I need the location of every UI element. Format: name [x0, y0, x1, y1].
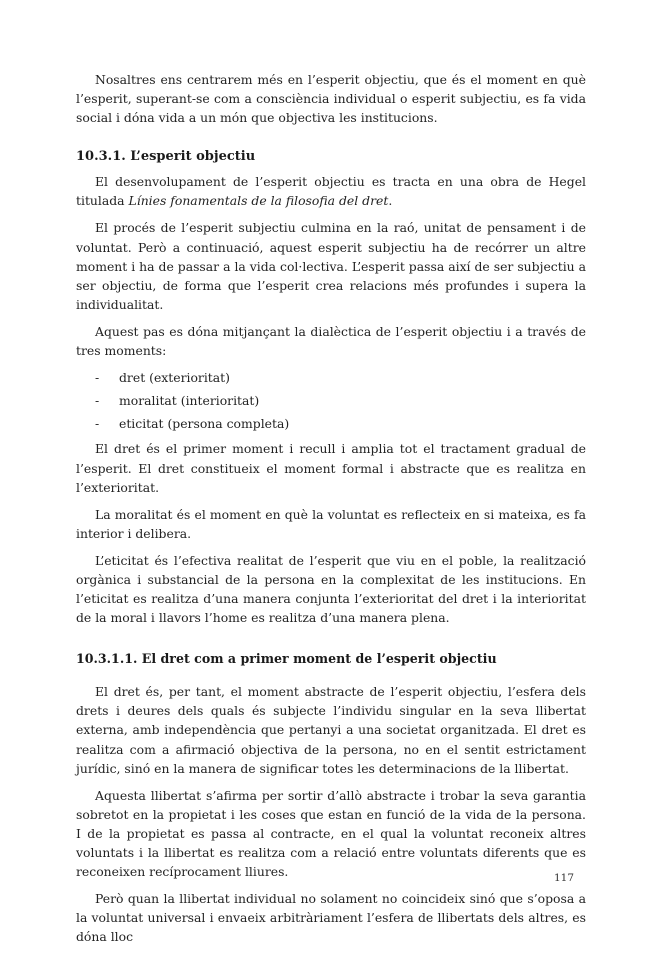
subsection-heading-dret: 10.3.1.1. El dret com a primer moment de l’esperit objectiu [76, 651, 497, 667]
paragraph-llibertat-individual: Però quan la llibertat individual no solament no coincideix sinó que s’oposa a la voluntat universal i envaeix arbitràriament l’esfera de llibertats dels altres, es dóna lloc [76, 891, 586, 945]
page-number: 117 [553, 872, 574, 884]
paragraph-intro: Nosaltres ens centrarem més en l’esperit objectiu, que és el moment en què l’esperit, superant-se com a consciència individual o esperit subjectiu, es fa vida social i dóna vida a un món que objectiva les institucions. [76, 72, 586, 126]
paragraph-proces: El procés de l’esperit subjectiu culmina en la raó, unitat de pensament i de voluntat. Però a continuació, aquest esperit subjectiu ha de recórrer un altre moment i ha de passar a la vida col·lectiva. L’esperit passa així de ser subjectiu a ser objectiu, de forma que l’esperit crea relacions més profundes i supera la individualitat. [76, 220, 586, 312]
list-item [76, 391, 586, 410]
moments-list [76, 368, 586, 433]
paragraph-eticitat: L’eticitat és l’efectiva realitat de l’esperit que viu en el poble, la realització orgànica i substancial de la persona en la complexitat de les institucions. En l’eticitat es realitza d’una manera conjunta l’exterioritat del dret i la interioritat de la moral i llavors l’home es realitza d’una manera plena. [76, 552, 586, 626]
paragraph-moralitat: La moralitat és el moment en què la voluntat es reflecteix en si mateixa, es fa interior i delibera. [76, 506, 586, 541]
list-item-text: eticitat (persona completa) [119, 416, 290, 432]
page-body [76, 70, 586, 954]
list-item [76, 368, 586, 387]
list-dash: - [95, 393, 100, 409]
paragraph-dret-abstracte: El dret és, per tant, el moment abstracte de l’esperit objectiu, l’esfera dels drets i deures dels quals és subjecte l’individu singular en la seva llibertat externa, amb independència que pertanyi a una societat organitzada. El dret es realitza com a afirmació objectiva de la persona, no en el sentit estrictament jurídic, sinó en la manera de significar totes les determinacions de la llibertat. [76, 684, 586, 776]
list-dash: - [95, 416, 100, 432]
paragraph-llibertat: Aquesta llibertat s’afirma per sortir d’allò abstracte i trobar la seva garantia sobretot en la propietat i les coses que estan en funció de la vida de la persona. I de la propietat es passa al contracte, en el qual la voluntat reconeix altres voluntats i la llibertat es realitza com a relació entre voluntats diferents que es reconeixen recíprocament lliures. [76, 787, 586, 880]
section-heading-esperit-objectiu: 10.3.1. L’esperit objectiu [76, 149, 256, 165]
list-item-text: dret (exterioritat) [119, 370, 230, 386]
book-title: Línies fonamentals de la filosofia del dret [128, 193, 389, 209]
list-item-text: moralitat (interioritat) [119, 393, 260, 409]
list-item [76, 414, 586, 433]
text-segment: El desenvolupament de l’esperit objectiu es tracta en una obra de Hegel titulada [76, 174, 586, 209]
text-segment: . [388, 193, 393, 209]
paragraph-dret: El dret és el primer moment i recull i amplia tot el tractament gradual de l’esperit. El dret constitueix el moment formal i abstracte que es realitza en l’exterioritat. [76, 441, 586, 495]
list-dash: - [95, 370, 100, 386]
paragraph-dialectica: Aquest pas es dóna mitjançant la dialèctica de l’esperit objectiu i a través de tres moments: [76, 323, 586, 359]
paragraph-hegel-work [76, 172, 586, 210]
